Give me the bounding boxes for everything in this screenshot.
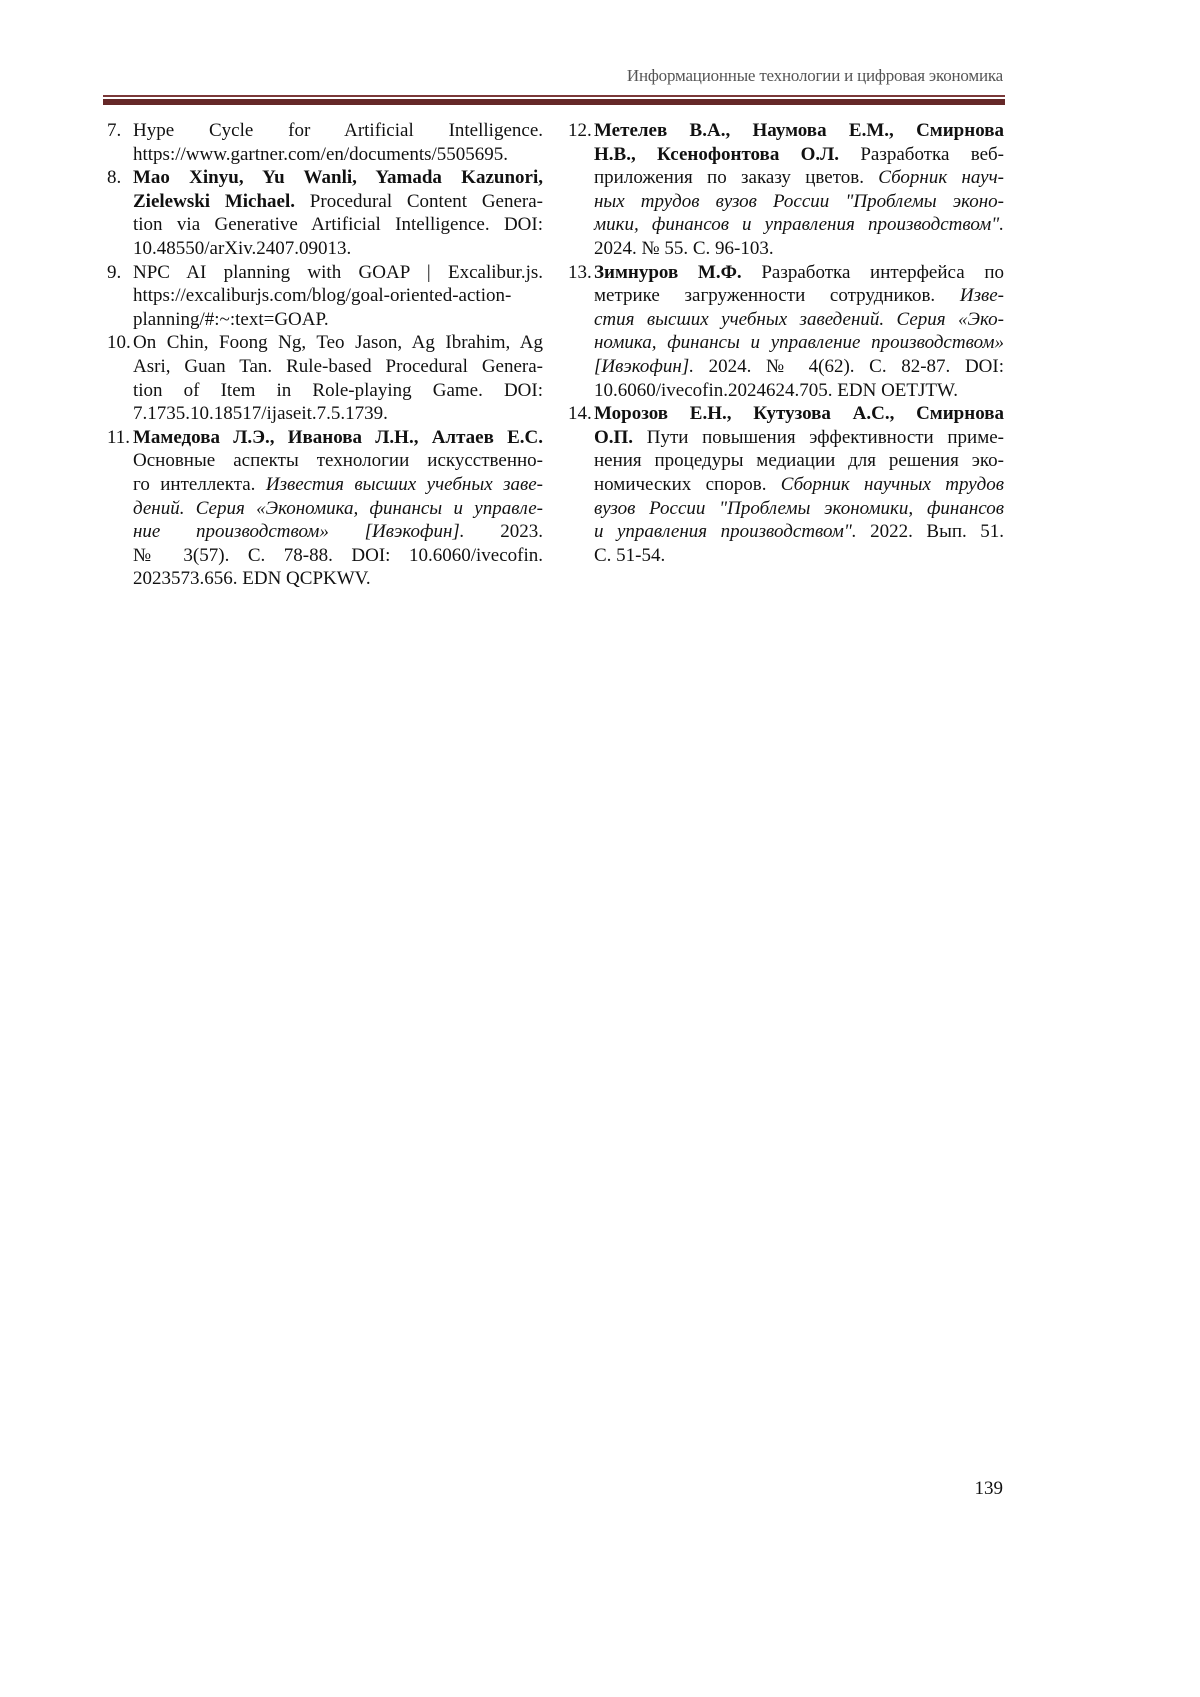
reference-item xyxy=(107,261,543,332)
reference-text: 2023. xyxy=(464,521,543,543)
reference-authors: Mao Xinyu, Yu Wanli, Yamada Kazunori, xyxy=(133,167,543,189)
reference-source: дений. Серия «Экономика, финансы и управле- xyxy=(133,497,543,519)
reference-number: 13. xyxy=(568,261,592,283)
reference-line xyxy=(133,308,543,332)
reference-line xyxy=(594,190,1004,214)
header-rule-thick xyxy=(103,99,1005,105)
reference-line xyxy=(594,379,1004,403)
reference-authors: Zielewski Michael. xyxy=(133,190,296,212)
reference-line xyxy=(594,166,1004,190)
reference-text: Пути повышения эффективности приме- xyxy=(633,426,1004,448)
reference-line xyxy=(594,355,1004,379)
reference-authors: Н.В., Ксенофонтова О.Л. xyxy=(594,143,840,165)
reference-text: номических споров. xyxy=(594,473,781,495)
reference-authors: Метелев В.А., Наумова Е.М., Смирнова xyxy=(594,120,1004,141)
reference-line xyxy=(594,402,1004,426)
reference-line xyxy=(133,143,543,167)
reference-line xyxy=(594,308,1004,332)
reference-line xyxy=(594,497,1004,521)
reference-line xyxy=(133,355,543,379)
reference-text: Hype Cycle for Artificial Intelligence. xyxy=(133,120,543,141)
reference-source: [Ивэкофин]. xyxy=(594,355,694,377)
reference-text: го интеллекта. xyxy=(133,473,266,495)
reference-text: Основные аспекты технологии искусственно- xyxy=(133,450,543,472)
reference-text: 2023573.656. EDN QCPKWV. xyxy=(133,568,371,590)
reference-line xyxy=(133,497,543,521)
reference-line xyxy=(133,379,543,403)
reference-line xyxy=(594,544,1004,568)
reference-authors: Мамедова Л.Э., Иванова Л.Н., Алтаев Е.С. xyxy=(133,426,543,448)
reference-source: Сборник науч- xyxy=(878,167,1005,189)
reference-authors: Морозов Е.Н., Кутузова А.С., Смирнова xyxy=(594,403,1004,425)
reference-line xyxy=(133,426,543,450)
reference-item xyxy=(107,166,543,260)
reference-number: 7. xyxy=(107,120,122,141)
reference-line xyxy=(594,520,1004,544)
reference-line xyxy=(133,237,543,261)
reference-source: Изве- xyxy=(959,285,1004,307)
reference-line xyxy=(594,473,1004,497)
reference-line xyxy=(133,473,543,497)
reference-number: 9. xyxy=(107,261,122,283)
reference-text: Разработка интерфейса по xyxy=(741,261,1004,283)
reference-text: https://excaliburjs.com/blog/goal-oriented-action- xyxy=(133,285,512,307)
reference-source: стия высших учебных заведений. Серия «Эко- xyxy=(594,308,1004,330)
reference-line xyxy=(133,190,543,214)
reference-text: tion of Item in Role-playing Game. DOI: xyxy=(133,379,543,401)
reference-line xyxy=(133,213,543,237)
reference-item xyxy=(107,119,543,166)
reference-line xyxy=(594,119,1004,143)
reference-text: 2024. № 55. С. 96-103. xyxy=(594,237,774,259)
reference-line xyxy=(133,520,543,544)
reference-text: № 3(57). С. 78-88. DOI: 10.6060/ivecofin. xyxy=(133,544,543,566)
reference-line xyxy=(594,213,1004,237)
reference-item xyxy=(107,331,543,425)
reference-source: номика, финансы и управление производством» xyxy=(594,332,1004,354)
reference-line xyxy=(133,284,543,308)
reference-source: Сборник научных трудов xyxy=(780,473,1004,495)
reference-number: 12. xyxy=(568,120,592,141)
reference-text: С. 51-54. xyxy=(594,544,666,566)
reference-text: метрике загруженности сотрудников. xyxy=(594,285,960,307)
reference-text: planning/#:~:text=GOAP. xyxy=(133,308,329,330)
reference-text: приложения по заказу цветов. xyxy=(594,167,879,189)
reference-number: 14. xyxy=(568,403,592,425)
reference-line xyxy=(594,261,1004,285)
reference-line xyxy=(133,544,543,568)
reference-item xyxy=(568,402,1004,567)
reference-line xyxy=(133,567,543,591)
reference-source: Известия высших учебных заве- xyxy=(265,473,543,495)
reference-line xyxy=(594,284,1004,308)
reference-source: ние производством» [Ивэкофин]. xyxy=(133,521,465,543)
references-column-right xyxy=(568,119,1004,567)
reference-text: Asri, Guan Tan. Rule-based Procedural Genera- xyxy=(133,355,543,377)
reference-text: 7.1735.10.18517/ijaseit.7.5.1739. xyxy=(133,403,388,425)
reference-line xyxy=(133,261,543,285)
reference-text: 2024. № 4(62). С. 82-87. DOI: xyxy=(693,355,1004,377)
reference-item xyxy=(107,426,543,591)
reference-line xyxy=(594,143,1004,167)
reference-source: мики, финансов и управления производством". xyxy=(594,214,1004,236)
reference-text: Разработка веб- xyxy=(839,143,1004,165)
reference-source: ных трудов вузов России "Проблемы эконо- xyxy=(594,190,1004,212)
reference-line xyxy=(133,166,543,190)
reference-text: tion via Generative Artificial Intelligence. DOI: xyxy=(133,214,543,236)
reference-line xyxy=(133,449,543,473)
reference-line xyxy=(594,237,1004,261)
reference-text: 2022. Вып. 51. xyxy=(856,521,1005,543)
reference-source: вузов России "Проблемы экономики, финансов xyxy=(594,497,1004,519)
reference-text: 10.6060/ivecofin.2024624.705. EDN OETJTW. xyxy=(594,379,958,401)
reference-number: 8. xyxy=(107,167,122,189)
reference-number: 10. xyxy=(107,332,131,354)
reference-line xyxy=(133,119,543,143)
running-head: Информационные технологии и цифровая экономика xyxy=(626,66,1003,85)
reference-line xyxy=(594,426,1004,450)
reference-line xyxy=(133,402,543,426)
reference-line xyxy=(133,331,543,355)
reference-authors: Зимнуров М.Ф. xyxy=(594,261,742,283)
reference-text: Procedural Content Genera- xyxy=(295,190,543,212)
header-rule-thin xyxy=(103,95,1005,97)
reference-item xyxy=(568,261,1004,403)
reference-text: On Chin, Foong Ng, Teo Jason, Ag Ibrahim, Ag xyxy=(133,332,543,354)
reference-number: 11. xyxy=(107,426,131,448)
reference-source: и управления производством". xyxy=(594,521,857,543)
page-number: 139 xyxy=(974,1478,1003,1499)
reference-line xyxy=(594,331,1004,355)
reference-text: https://www.gartner.com/en/documents/5505695. xyxy=(133,143,509,165)
references-column-left xyxy=(107,119,543,591)
reference-text: NPC AI planning with GOAP | Excalibur.js. xyxy=(133,261,543,283)
reference-line xyxy=(594,449,1004,473)
reference-authors: О.П. xyxy=(594,426,634,448)
reference-text: 10.48550/arXiv.2407.09013. xyxy=(133,237,352,259)
reference-item xyxy=(568,119,1004,261)
reference-text: нения процедуры медиации для решения эко- xyxy=(594,450,1004,472)
